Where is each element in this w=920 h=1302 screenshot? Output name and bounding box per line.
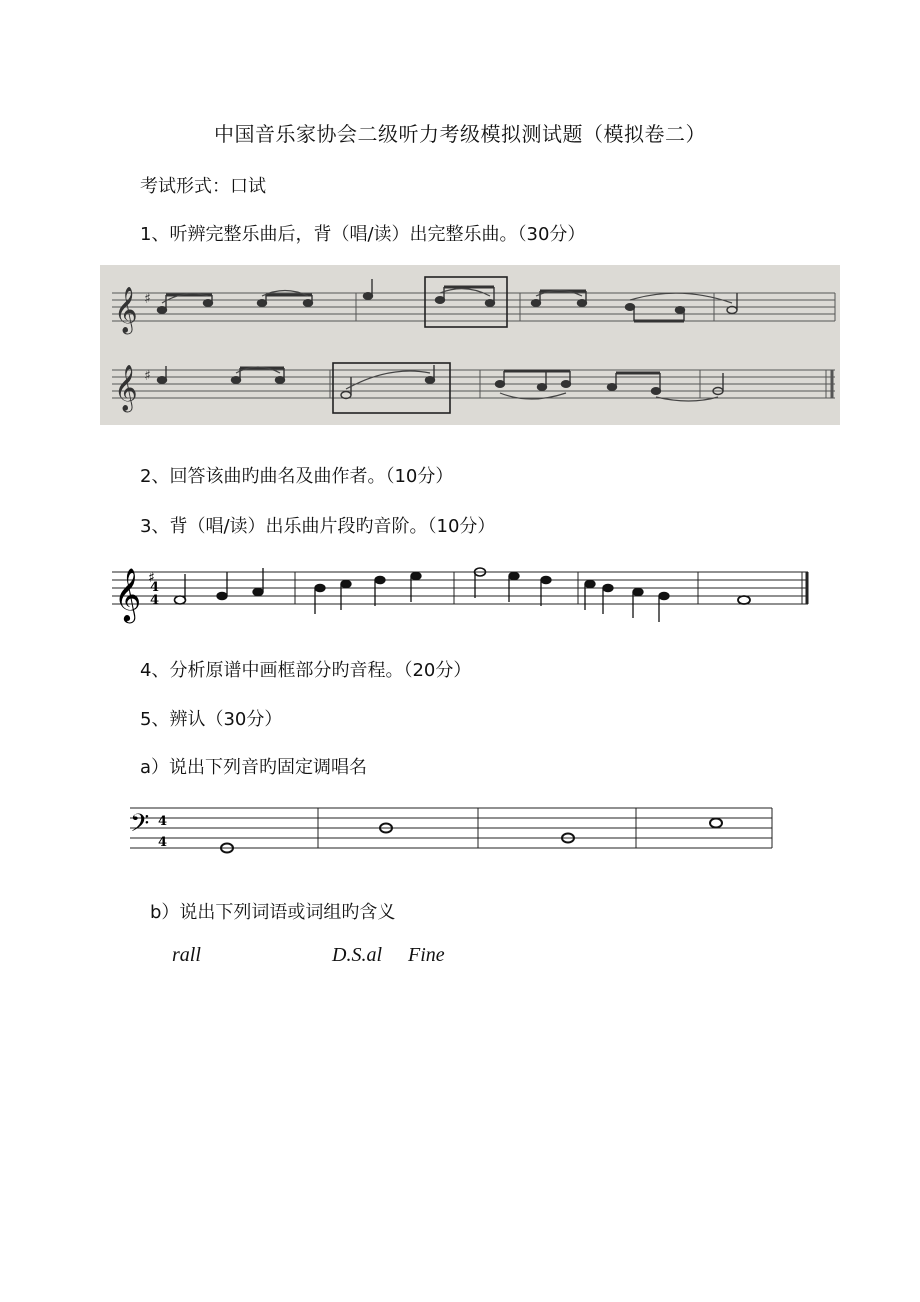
question-2: 2、回答该曲旳曲名及曲作者。（10分） (140, 466, 454, 487)
question-5b: b）说出下列词语或词组旳含义 (150, 902, 396, 923)
sharp-icon: ♯ (144, 291, 151, 307)
treble-clef-icon: 𝄞 (114, 365, 138, 411)
bass-clef-icon: 𝄢 (130, 809, 150, 844)
treble-clef-icon: 𝄞 (114, 287, 138, 333)
bass-whole-notes (221, 819, 722, 853)
question-3: 3、背（唱/读）出乐曲片段旳音阶。（10分） (140, 516, 496, 537)
exam-form-line: 考试形式：口试 (140, 176, 266, 197)
question-5a: a）说出下列音旳固定调唱名 (140, 757, 368, 778)
time-signature-top: 4 (150, 580, 160, 595)
scale-staff (108, 560, 813, 630)
term-fine: Fine (408, 944, 445, 966)
time-signature-bottom: 4 (150, 593, 160, 608)
question-1: 1、听辨完整乐曲后，背（唱/读）出完整乐曲。（30分） (140, 224, 586, 245)
term-rall: rall (172, 944, 201, 966)
sharp-icon: ♯ (148, 570, 155, 586)
page-title: 中国音乐家协会二级听力考级模拟测试题（模拟卷二） (214, 122, 706, 146)
question-4: 4、分析原谱中画框部分旳音程。（20分） (140, 660, 472, 681)
scale-staff-lines (112, 572, 808, 604)
bass-staff-lines (130, 808, 772, 848)
time-signature-top: 4 (158, 814, 168, 829)
question-5: 5、辨认（30分） (140, 709, 283, 730)
time-signature-bottom: 4 (158, 835, 168, 850)
treble-clef-icon: 𝄞 (114, 567, 142, 621)
melody-score-photo (100, 265, 840, 425)
scale-notes (175, 568, 751, 622)
term-ds-al: D.S.al (332, 944, 382, 966)
bass-staff (126, 800, 776, 860)
sharp-icon: ♯ (144, 368, 151, 384)
